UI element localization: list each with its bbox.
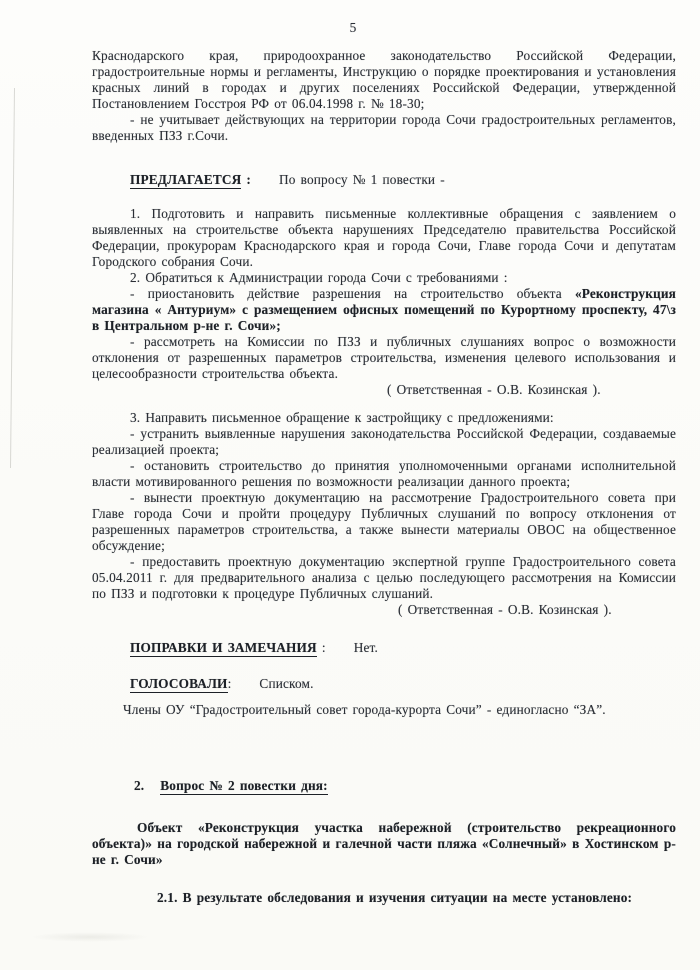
agenda-item-1: 1. Подготовить и направить письменные коллективные обращения с заявлением о выявленных на строительстве объекта нарушениях Председателю правительства Российской Федерации, прокурорам Краснодарского края и города Сочи, Главе города Сочи и депутатам Городского собрания Сочи. bbox=[92, 206, 676, 269]
survey-findings-line: 2.1. В результате обследования и изучения ситуации на месте установлено: bbox=[157, 890, 633, 905]
question2-heading bbox=[92, 778, 676, 794]
scan-artifact-smudge bbox=[30, 932, 150, 942]
proposed-label: ПРЕДЛАГАЕТСЯ bbox=[130, 172, 242, 187]
subitem-submit-documentation: - вынести проектную документацию на рассмотрение Градостроительного совета при Главе города Сочи и пройти процедуру Публичных слушаний по вопросу отклонения от разрешенных параметров строительства, а также вынести материалы ОВОС на общественное обсуждение; bbox=[92, 490, 676, 553]
object-description: Объект «Реконструкция участка набережной (строительство рекреационного объекта)» на городской набережной и галечной части пляжа «Солнечный» в Хостинском р-не г. Сочи» bbox=[92, 820, 676, 867]
subitem-provide-expert-group: - предоставить проектную документацию экспертной группе Градостроительного совета 05.04.2011 г. для предварительного анализа с целью последующего рассмотрения на Комиссии по ПЗЗ и подготовки к процедуре Публичных слушаний. bbox=[92, 554, 676, 601]
voting-colon: : bbox=[227, 676, 232, 691]
question2-title: Вопрос № 2 повестки дня: bbox=[160, 778, 328, 793]
responsible-line-1: ( Ответственная - О.В. Козинская ). bbox=[387, 382, 601, 397]
amendments-value: Нет. bbox=[353, 640, 378, 655]
subitem-review-commission: - рассмотреть на Комиссии по ПЗЗ и публичных слушаниях вопрос о возможности отклонения от разрешенных параметров строительства, изменения целевого использования и целесообразности строительства объекта. bbox=[92, 334, 676, 381]
heading-proposed bbox=[92, 172, 676, 188]
proposed-intro: По вопросу № 1 повестки - bbox=[279, 172, 445, 187]
voting-value: Списком. bbox=[259, 676, 314, 691]
amendments-label: ПОПРАВКИ И ЗАМЕЧАНИЯ bbox=[130, 640, 317, 655]
members-vote-line: Члены ОУ “Градостроительный совет города-курорта Сочи” - единогласно “ЗА”. bbox=[123, 702, 606, 717]
page-number: 5 bbox=[349, 20, 357, 35]
amendments-line bbox=[92, 640, 676, 656]
voting-label: ГОЛОСОВАЛИ bbox=[130, 676, 228, 691]
proposed-colon: : bbox=[241, 172, 252, 187]
voting-line bbox=[92, 676, 676, 692]
responsible-line-2: ( Ответственная - О.В. Козинская ). bbox=[398, 602, 612, 617]
subitem-suspend-permit-text: - приостановить действие разрешения на строительство объекта bbox=[130, 286, 575, 301]
paragraph-legislation-continuation: Краснодарского края, природоохранное законодательство Российской Федерации, градостроительные нормы и регламенты, Инструкцию о порядке проектирования и установления красных линий в городах и других поселениях Российской Федерации, утвержденной Постановлением Госстроя РФ от 06.04.1998 г. № 18-30; bbox=[92, 48, 676, 111]
subitem-eliminate-violations: - устранить выявленные нарушения законодательства Российской Федерации, создаваемые реализацией проекта; bbox=[92, 426, 676, 457]
agenda-item-3: 3. Направить письменное обращение к застройщику с предложениями: bbox=[130, 410, 554, 425]
subitem-suspend-permit bbox=[92, 286, 676, 334]
subitem-suspend-permit-object: «Реконструкция магазина « Антуриум» с размещением офисных помещений по Курортному проспекту, 47\з в Центральном р-не г. Сочи»; bbox=[92, 286, 676, 333]
subitem-stop-construction: - остановить строительство до принятия уполномоченными органами исполнительной власти мотивированного решения по возможности реализации данного проекта; bbox=[92, 458, 676, 489]
question2-number: 2. bbox=[134, 778, 145, 793]
amendments-colon: : bbox=[316, 640, 326, 655]
agenda-item-2: 2. Обратиться к Администрации города Сочи с требованиями : bbox=[130, 270, 508, 285]
paragraph-pzz-note: - не учитывает действующих на территории города Сочи градостроительных регламентов, введенных ПЗЗ г.Сочи. bbox=[92, 112, 676, 143]
